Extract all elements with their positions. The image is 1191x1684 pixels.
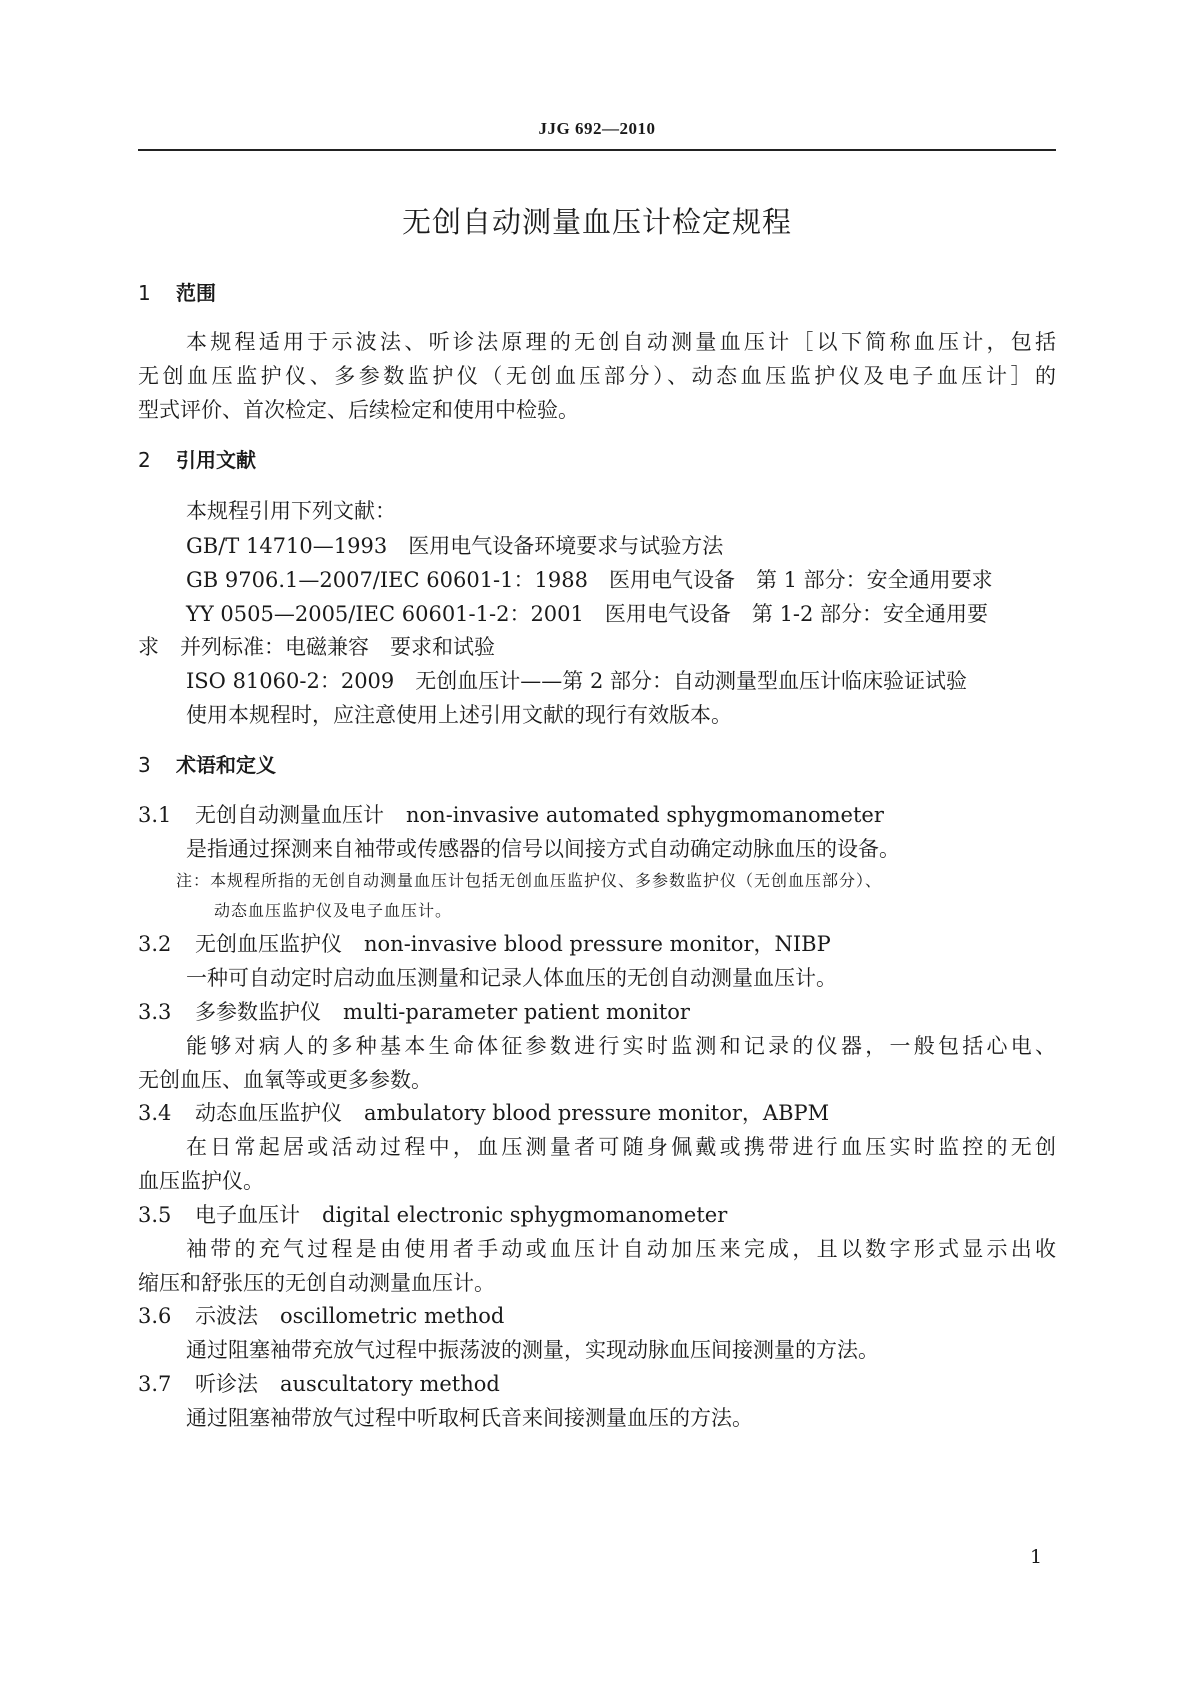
section-title: 范围 [176, 281, 216, 305]
term-english: non-invasive automated sphygmomanometer [406, 803, 884, 827]
term-heading [138, 997, 1056, 1027]
term-definition: 袖带的充气过程是由使用者手动或血压计自动加压来完成，且以数字形式显示出收 [186, 1237, 1056, 1261]
section-number: 1 [138, 281, 151, 305]
term-definition: 通过阻塞袖带充放气过程中振荡波的测量，实现动脉血压间接测量的方法。 [186, 1338, 879, 1362]
term-english: ambulatory blood pressure monitor，ABPM [364, 1101, 830, 1125]
term-chinese: 多参数监护仪 [195, 1000, 321, 1024]
term-number: 3.2 [138, 932, 172, 956]
term-chinese: 无创自动测量血压计 [195, 803, 384, 827]
term-english: non-invasive blood pressure monitor，NIBP [364, 932, 831, 956]
references-intro: 本规程引用下列文献： [186, 499, 396, 523]
term-heading [138, 1369, 1056, 1399]
term-heading [138, 800, 1056, 830]
paragraph-line: 无创血压监护仪、多参数监护仪（无创血压部分）、动态血压监护仪及电子血压计］的 [138, 364, 1056, 388]
reference-item: GB/T 14710—1993 医用电气设备环境要求与试验方法 [186, 534, 724, 558]
paragraph-line: 本规程适用于示波法、听诊法原理的无创自动测量血压计［以下简称血压计，包括 [186, 330, 1056, 354]
term-english: multi-parameter patient monitor [343, 1000, 690, 1024]
term-heading [138, 929, 1056, 959]
term-heading [138, 1200, 1056, 1230]
section-title: 术语和定义 [176, 753, 276, 777]
term-number: 3.1 [138, 803, 172, 827]
reference-item: ISO 81060-2：2009 无创血压计——第 2 部分：自动测量型血压计临床验证试验 [186, 669, 967, 693]
term-definition: 通过阻塞袖带放气过程中听取柯氏音来间接测量血压的方法。 [186, 1406, 753, 1430]
section-3-heading [138, 750, 1056, 780]
term-definition: 血压监护仪。 [138, 1169, 264, 1193]
section-1-heading [138, 278, 1056, 308]
term-definition: 是指通过探测来自袖带或传感器的信号以间接方式自动确定动脉血压的设备。 [186, 837, 900, 861]
standard-code-header: JJG 692—2010 [538, 119, 656, 138]
term-heading [138, 1098, 1056, 1128]
term-number: 3.7 [138, 1372, 172, 1396]
term-number: 3.6 [138, 1304, 172, 1328]
term-english: auscultatory method [280, 1372, 500, 1396]
section-title: 引用文献 [176, 448, 256, 472]
header-rule [138, 149, 1056, 151]
term-definition: 在日常起居或活动过程中，血压测量者可随身佩戴或携带进行血压实时监控的无创 [186, 1135, 1056, 1159]
term-chinese: 示波法 [195, 1304, 258, 1328]
section-number: 2 [138, 448, 151, 472]
term-heading [138, 1301, 1056, 1331]
term-note-continued: 动态血压监护仪及电子血压计。 [214, 901, 453, 920]
reference-item: GB 9706.1—2007/IEC 60601-1：1988 医用电气设备 第 1 部分：安全通用要求 [186, 568, 993, 592]
term-definition: 无创血压、血氧等或更多参数。 [138, 1068, 432, 1092]
term-chinese: 听诊法 [195, 1372, 258, 1396]
reference-item: YY 0505—2005/IEC 60601-1-2：2001 医用电气设备 第 1-2 部分：安全通用要 [186, 602, 989, 626]
term-english: oscillometric method [280, 1304, 505, 1328]
term-chinese: 无创血压监护仪 [195, 932, 342, 956]
term-definition: 一种可自动定时启动血压测量和记录人体血压的无创自动测量血压计。 [186, 966, 837, 990]
term-note: 注：本规程所指的无创自动测量血压计包括无创血压监护仪、多参数监护仪（无创血压部分）、 [176, 871, 883, 890]
reference-item-continued: 求 并列标准：电磁兼容 要求和试验 [138, 635, 495, 659]
term-number: 3.5 [138, 1203, 172, 1227]
term-chinese: 电子血压计 [195, 1203, 300, 1227]
term-definition: 缩压和舒张压的无创自动测量血压计。 [138, 1271, 495, 1295]
page-number: 1 [1030, 1546, 1043, 1568]
term-definition: 能够对病人的多种基本生命体征参数进行实时监测和记录的仪器，一般包括心电、 [186, 1034, 1056, 1058]
term-number: 3.3 [138, 1000, 172, 1024]
paragraph-line: 型式评价、首次检定、后续检定和使用中检验。 [138, 398, 579, 422]
term-number: 3.4 [138, 1101, 172, 1125]
section-number: 3 [138, 753, 151, 777]
section-2-heading [138, 445, 1056, 475]
document-title: 无创自动测量血压计检定规程 [401, 205, 792, 239]
term-english: digital electronic sphygmomanometer [322, 1203, 728, 1227]
references-closing: 使用本规程时，应注意使用上述引用文献的现行有效版本。 [186, 703, 732, 727]
term-chinese: 动态血压监护仪 [195, 1101, 342, 1125]
